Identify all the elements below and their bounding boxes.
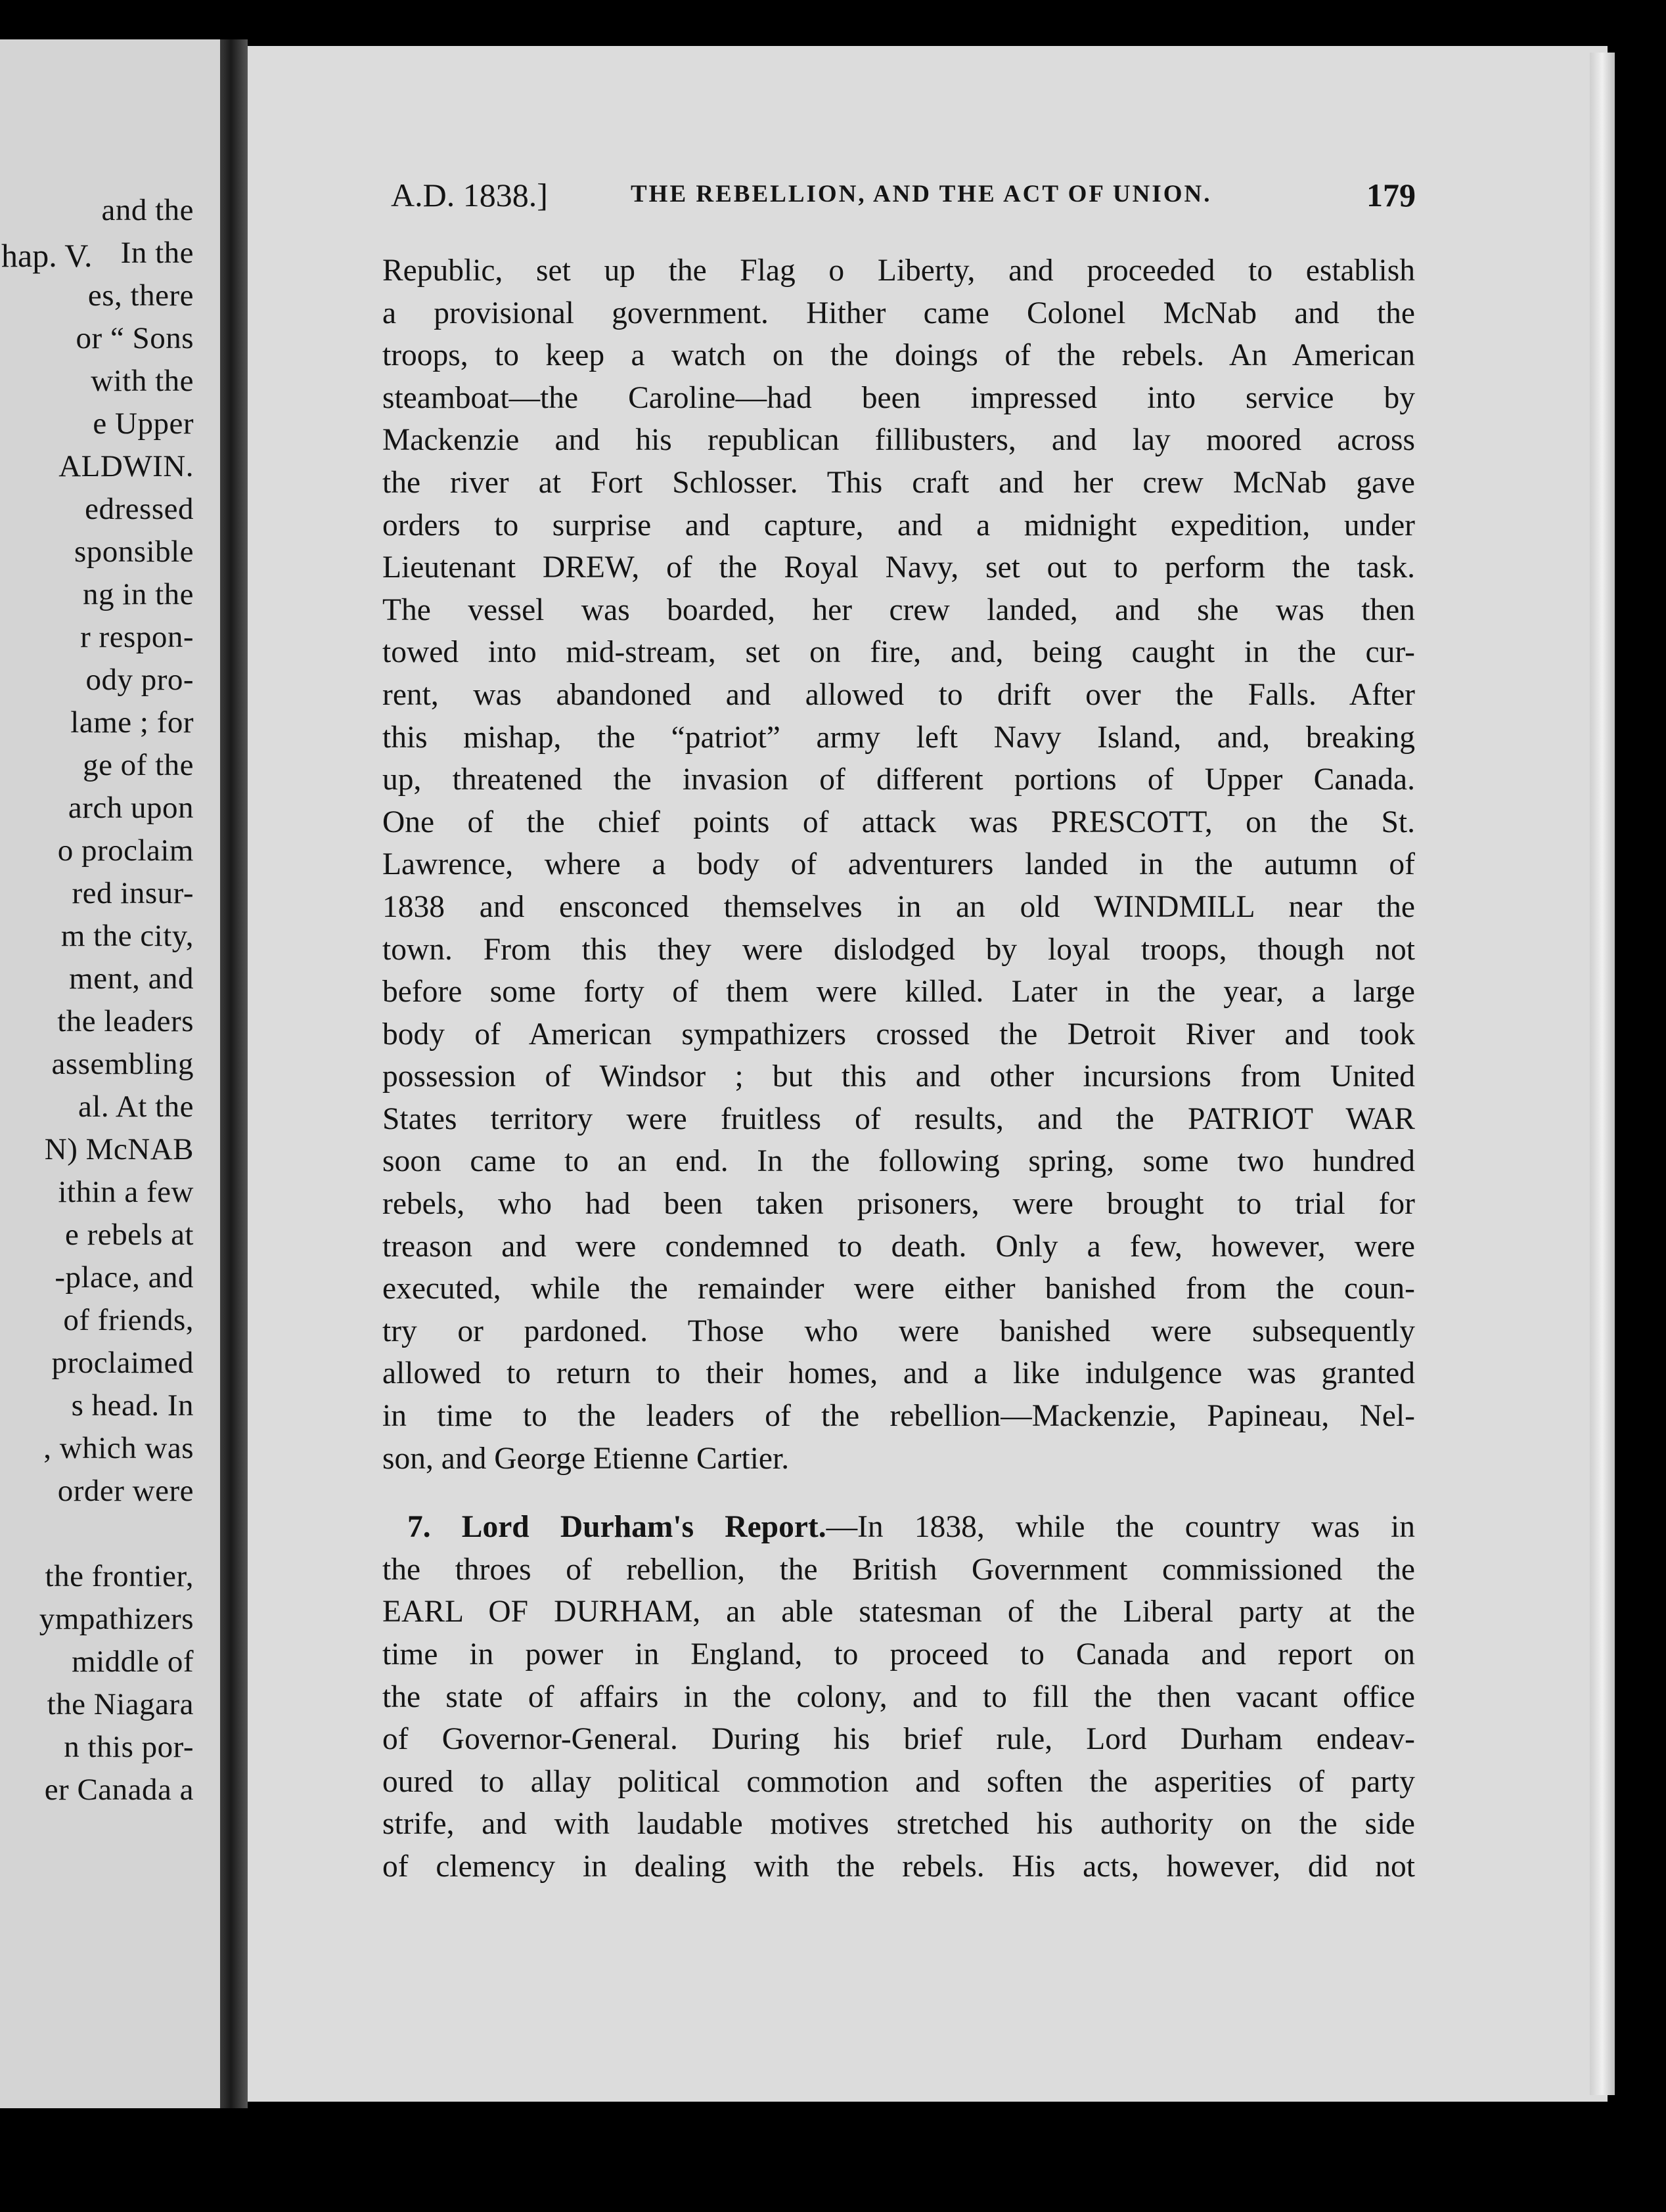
section-line: of Governor-General. During his brief rule, Lord Durham endeav-: [382, 1722, 1415, 1757]
paragraph-line: orders to surprise and capture, and a midnight expedition, under: [382, 508, 1415, 542]
left-page-line: ALDWIN.: [58, 449, 194, 483]
paragraph-line: the river at Fort Schlosser. This craft and her crew McNab gave: [382, 465, 1415, 500]
left-page-line: red insur-: [72, 876, 194, 910]
left-page-line: ithin a few: [58, 1175, 194, 1209]
paragraph-line: before some forty of them were killed. Later in the year, a large: [382, 975, 1415, 1009]
left-page-line: ge of the: [83, 748, 194, 782]
left-page-line: ment, and: [69, 962, 194, 996]
paragraph-line: in time to the leaders of the rebellion—Mackenzie, Papineau, Nel-: [382, 1399, 1415, 1434]
paragraph-line: The vessel was boarded, her crew landed, and she was then: [382, 592, 1415, 627]
left-page-line: -place, and: [55, 1260, 194, 1294]
left-page-line: , which was: [43, 1431, 194, 1465]
section-lord-durhams-report: [382, 1506, 1415, 1888]
paragraph-line: rebels, who had been taken prisoners, were brought to trial for: [382, 1187, 1415, 1222]
left-page-line: edressed: [85, 492, 194, 526]
paragraph-line: steamboat—the Caroline—had been impressed into service by: [382, 380, 1415, 415]
left-page-line: o proclaim: [57, 833, 194, 868]
section-body: [382, 1549, 1415, 1888]
left-page-line: e rebels at: [64, 1218, 194, 1252]
paragraph-line: body of American sympathizers crossed the Detroit River and took: [382, 1017, 1415, 1051]
left-page-line: arch upon: [68, 791, 194, 825]
left-page-line: assembling: [51, 1047, 194, 1081]
page-body: [382, 250, 1415, 1888]
paragraph-line: soon came to an end. In the following spring, some two hundred: [382, 1144, 1415, 1179]
left-page-line: or “ Sons: [76, 321, 194, 355]
paragraph-line: troops, to keep a watch on the doings of the rebels. An American: [382, 338, 1415, 373]
left-page-line: e Upper: [93, 407, 194, 441]
left-page-line: er Canada a: [44, 1773, 194, 1807]
left-page-line: ody pro-: [85, 663, 194, 697]
paragraph-line: towed into mid-stream, set on fire, and, being caught in the cur-: [382, 635, 1415, 670]
paragraph-line: 1838 and ensconced themselves in an old WINDMILL near the: [382, 889, 1415, 924]
left-page-line: N) McNAB: [44, 1132, 194, 1166]
left-page-line: ng in the: [83, 577, 194, 611]
section-line: the throes of rebellion, the British Government commissioned the: [382, 1552, 1415, 1587]
page-number: 179: [1366, 177, 1416, 213]
left-page-line: s head. In: [71, 1388, 194, 1423]
running-head: [391, 176, 1416, 215]
paragraph-line: States territory were fruitless of results, and the PATRIOT WAR: [382, 1101, 1415, 1136]
left-page-line: the Niagara: [47, 1687, 194, 1721]
section-line: oured to allay political commotion and soften the asperities of party: [382, 1764, 1415, 1799]
paragraph-line: rent, was abandoned and allowed to drift over the Falls. After: [382, 677, 1415, 712]
paragraph-line: try or pardoned. Those who were banished were subsequently: [382, 1314, 1415, 1348]
section-line: EARL OF DURHAM, an able statesman of the Liberal party at the: [382, 1595, 1415, 1629]
left-page-line: the frontier,: [45, 1559, 194, 1593]
left-page-line: order were: [57, 1474, 194, 1508]
section-line: the state of affairs in the colony, and to fill the then vacant office: [382, 1679, 1415, 1714]
section-line: of clemency in dealing with the rebels. His acts, however, did not: [382, 1849, 1415, 1884]
section-first-line: [382, 1506, 1415, 1549]
paragraph-rebellion: [382, 250, 1415, 1480]
left-page-line: n this por-: [64, 1730, 194, 1764]
paragraph-line: allowed to return to their homes, and a like indulgence was granted: [382, 1356, 1415, 1391]
left-page-line: and the: [101, 193, 194, 227]
left-page-line: r respon-: [80, 620, 194, 654]
running-head-title: THE REBELLION, AND THE ACT OF UNION.: [631, 181, 1212, 208]
left-page-text: [39, 189, 194, 1811]
section-line: time in power in England, to proceed to Canada and report on: [382, 1637, 1415, 1671]
paragraph-line: Lawrence, where a body of adventurers landed in the autumn of: [382, 847, 1415, 882]
left-page-line: proclaimed: [51, 1346, 194, 1380]
left-page-line: middle of: [72, 1645, 194, 1679]
left-page-line: [39, 1513, 194, 1555]
paragraph-line: executed, while the remainder were either banished from the coun-: [382, 1272, 1415, 1306]
paragraph-line: Lieutenant DREW, of the Royal Navy, set out to perform the task.: [382, 550, 1415, 585]
paragraph-line: treason and were condemned to death. Only a few, however, were: [382, 1229, 1415, 1264]
left-page-line: es, there: [87, 278, 194, 313]
left-page-line: ympathizers: [39, 1602, 194, 1636]
paragraph-line: Mackenzie and his republican fillibusters, and lay moored across: [382, 423, 1415, 458]
left-page-line: of friends,: [63, 1303, 194, 1337]
left-page-line: In the: [120, 236, 194, 270]
paragraph-line: this mishap, the “patriot” army left Navy Island, and, breaking: [382, 720, 1415, 755]
section-heading: 7. Lord Durham's Report.: [407, 1510, 826, 1545]
left-page-line: lame ; for: [70, 705, 194, 740]
page-edge: [1590, 53, 1615, 2095]
paragraph-line: a provisional government. Hither came Colonel McNab and the: [382, 296, 1415, 330]
section-line: strife, and with laudable motives stretched his authority on the side: [382, 1807, 1415, 1842]
paragraph-line: up, threatened the invasion of different portions of Upper Canada.: [382, 763, 1415, 797]
paragraph-line: possession of Windsor ; but this and other incursions from United: [382, 1059, 1415, 1094]
left-page: [0, 39, 220, 2108]
paragraph-line: One of the chief points of attack was PRESCOTT, on the St.: [382, 805, 1415, 839]
left-page-line: sponsible: [74, 535, 194, 569]
paragraph-line: town. From this they were dislodged by loyal troops, though not: [382, 932, 1415, 967]
book-gutter: [220, 39, 248, 2108]
left-page-line: with the: [91, 364, 194, 398]
left-page-line: the leaders: [57, 1004, 194, 1038]
left-page-chapter-header: hap. V.: [1, 237, 93, 274]
section-first-line-text: —In 1838, while the country was in: [826, 1510, 1416, 1545]
left-page-line: al. At the: [78, 1090, 194, 1124]
paragraph-line: Republic, set up the Flag o Liberty, and proceeded to establish: [382, 254, 1415, 288]
running-head-date: A.D. 1838.]: [391, 177, 548, 213]
left-page-line: m the city,: [60, 919, 194, 953]
paragraph-line: son, and George Etienne Cartier.: [382, 1441, 790, 1476]
